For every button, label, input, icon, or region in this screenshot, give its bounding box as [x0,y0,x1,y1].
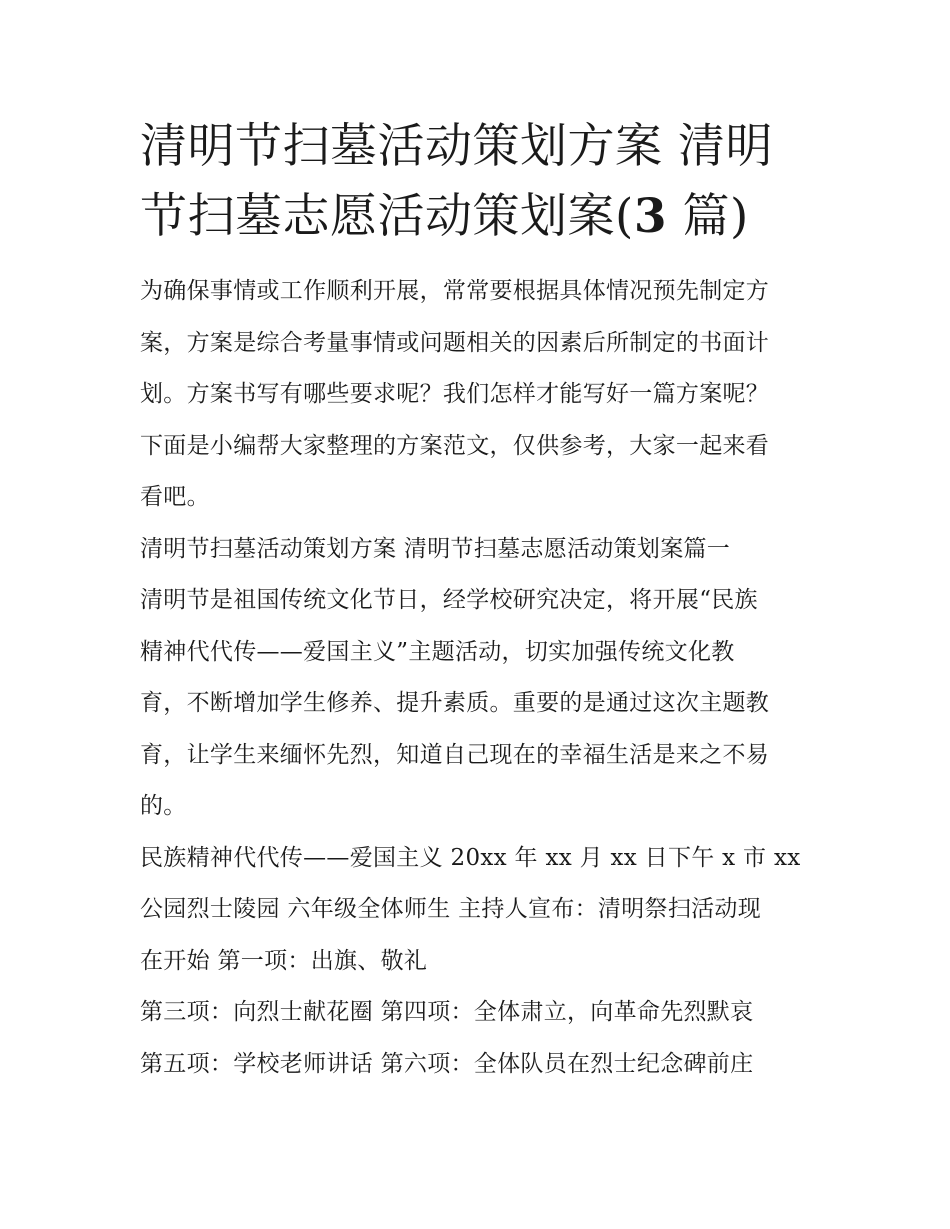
paragraph-schedule: 民族精神代代传——爱国主义 20xx 年 xx 月 xx 日下午 x 市 xx 公园烈士陵园 六年级全体师生 主持人宣布：清明祭扫活动现 在开始 第一项：出旗、敬礼 [140,844,801,974]
document-page [140,112,815,1090]
paragraph-steps: 第三项：向烈士献花圈 第四项：全体肃立，向革命先烈默哀 第五项：学校老师讲话 第六项：全体队员在烈士纪念碑前庄 [140,999,754,1077]
paragraph-intro: 为确保事情或工作顺利开展，常常要根据具体情况预先制定方 案，方案是综合考量事情或问题相关的因素后所制定的书面计 划。方案书写有哪些要求呢？我们怎样才能写好一篇方案呢？ 下面是小编帮大家整理的方案范文，仅供参考，大家一起来看 看吧。 [140,278,770,510]
document-body [140,266,815,1090]
title-line-2: 节扫墓志愿活动策划案(3 篇) [140,189,749,244]
title-line-1: 清明节扫墓活动策划方案 清明 [140,119,773,174]
paragraph-purpose: 清明节是祖国传统文化节日，经学校研究决定，将开展“民族 精神代代传——爱国主义”主题活动，切实加强传统文化教 育，不断增加学生修养、提升素质。重要的是通过这次主题教 育，让学生来缅怀先烈，知道自己现在的幸福生活是来之不易 的。 [140,587,770,819]
section-heading: 清明节扫墓活动策划方案 清明节扫墓志愿活动策划案篇一 [140,535,731,562]
document-title [140,112,815,252]
